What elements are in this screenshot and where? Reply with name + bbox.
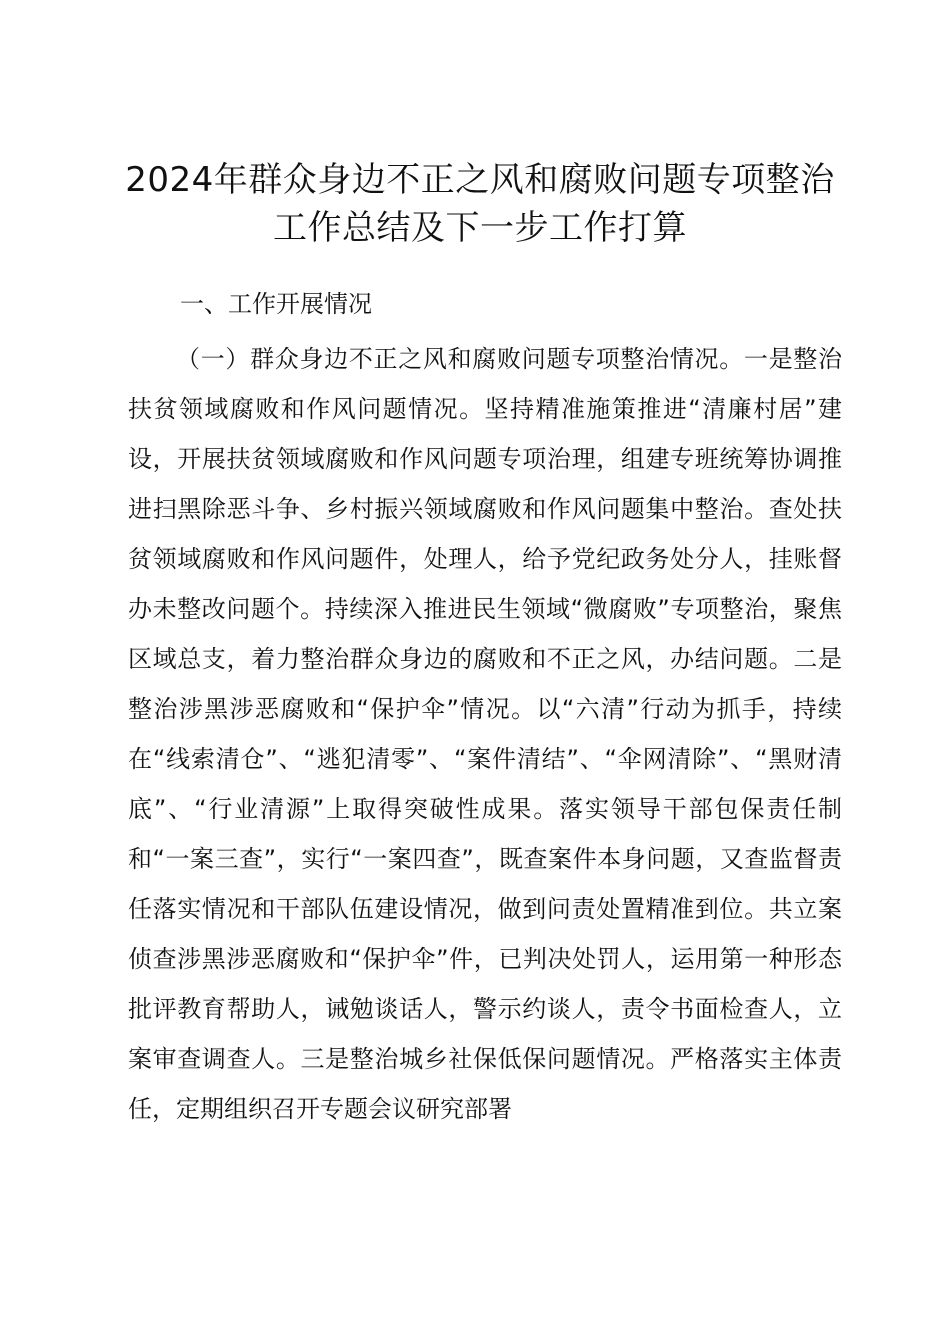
section-heading: 一、工作开展情况 [180,290,372,318]
document-title: 2024年群众身边不正之风和腐败问题专项整治工作总结及下一步工作打算 [125,160,835,248]
body-paragraph: （一）群众身边不正之风和腐败问题专项整治情况。一是整治扶贫领域腐败和作风问题情况。坚持精准施策推进“清廉村居”建设，开展扶贫领域腐败和作风问题专项治理，组建专班统筹协调推进扫黑除恶斗争、乡村振兴领域腐败和作风问题集中整治。查处扶贫领域腐败和作风问题件，处理人，给予党纪政务处分人，挂账督办未整改问题个。持续深入推进民生领域“微腐败”专项整治，聚焦区域总支，着力整治群众身边的腐败和不正之风，办结问题。二是整治涉黑涉恶腐败和“保护伞”情况。以“六清”行动为抓手，持续在“线索清仓”、“逃犯清零”、“案件清结”、“伞网清除”、“黑财清底”、“行业清源”上取得突破性成果。落实领导干部包保责任制和“一案三查”，实行“一案四查”，既查案件本身问题，又查监督责任落实情况和干部队伍建设情况，做到问责处置精准到位。共立案侦查涉黑涉恶腐败和“保护伞”件，已判决处罚人，运用第一种形态批评教育帮助人，诫勉谈话人，警示约谈人，责令书面检查人，立案审查调查人。三是整治城乡社保低保问题情况。严格落实主体责任，定期组织召开专题会议研究部署 [128,345,842,1123]
